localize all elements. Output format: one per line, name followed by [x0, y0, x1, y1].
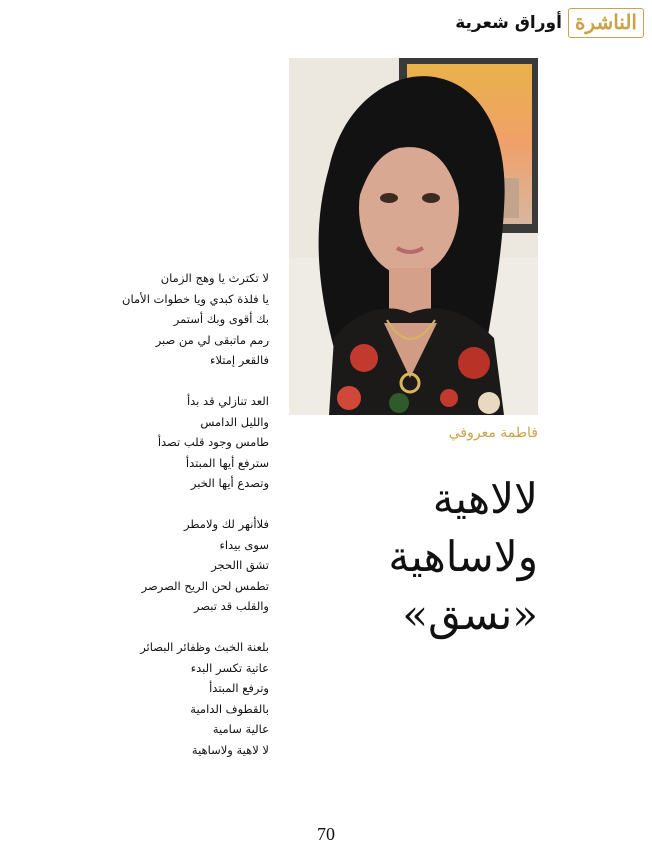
poem-line: وتصدع أيها الخبر — [190, 476, 269, 490]
poem-line: فلاأنهر لك ولامطر — [184, 517, 269, 531]
poem-line: سترفع أيها المبتدأ — [185, 455, 269, 470]
poem-line: والقلب قد تبصر — [193, 599, 269, 613]
poem-line: لا لاهية ولاساهية — [191, 742, 269, 757]
poem-line: رمم ماتبقى لي من صبر — [155, 332, 269, 347]
poem-line: تطمس لحن الريح الصرصر — [141, 578, 269, 593]
stanza — [14, 391, 269, 494]
poem-line: والليل الدامس — [200, 414, 269, 429]
poem-body — [14, 268, 269, 781]
stanza — [14, 637, 269, 760]
poem-line: عالية سامية — [212, 722, 269, 736]
magazine-logo: الناشرة — [568, 8, 644, 38]
poem-line: يا فلذة كبدي ويا خطوات الأمان — [122, 291, 269, 306]
stanza — [14, 268, 269, 371]
page-number: 70 — [317, 824, 335, 844]
poem-line: وترفع المبتدأ — [209, 681, 269, 695]
stanza — [14, 514, 269, 617]
poem-title — [388, 470, 538, 644]
section-name: أوراق شعرية — [455, 13, 562, 33]
title-line: ولاساهية — [388, 532, 538, 581]
title-line: «نسق» — [402, 590, 538, 639]
title-line: لالاهية — [432, 474, 538, 523]
poem-line: سوى بيداء — [219, 537, 269, 552]
poem-line: طامس وجود قلب تصدأ — [157, 435, 269, 449]
page-header — [455, 8, 644, 38]
poem-line: فالقعر إمتلاء — [210, 353, 269, 367]
poem-line: عاتية تكسر البدء — [190, 660, 269, 675]
portrait-illustration — [289, 58, 538, 415]
poem-line: تشق االحجر — [211, 558, 269, 572]
poem-line: بك أقوى وبك أستمر — [173, 312, 269, 326]
poem-line: لا تكترث يا وهج الزمان — [160, 271, 269, 285]
poem-line: العد تنازلي قد بدأ — [186, 394, 269, 408]
poem-line: بلعنة الخبث وظفائر البصائر — [140, 640, 269, 654]
author-name: فاطمة معروفي — [448, 425, 538, 441]
author-photo — [289, 58, 538, 415]
poem-line: بالقطوف الدامية — [190, 701, 269, 716]
